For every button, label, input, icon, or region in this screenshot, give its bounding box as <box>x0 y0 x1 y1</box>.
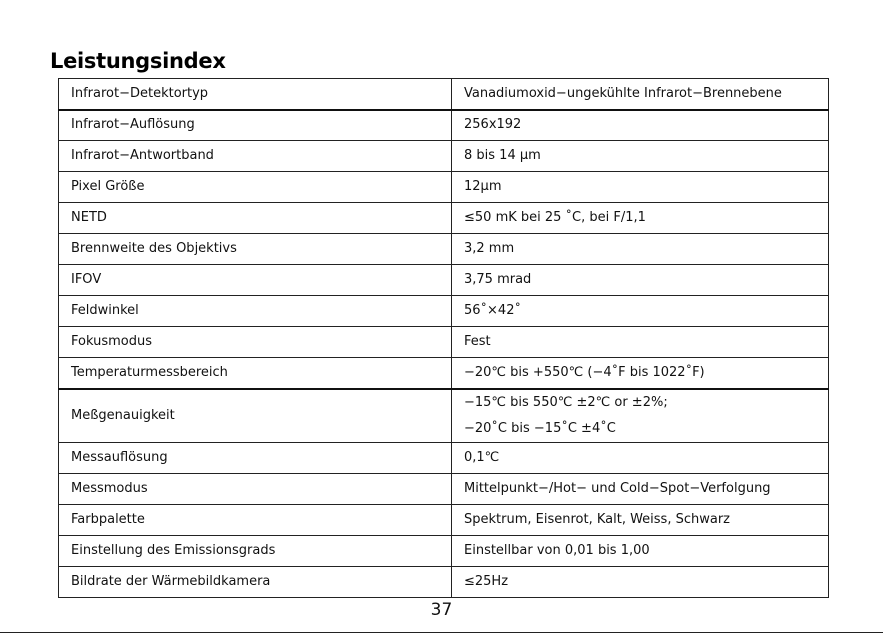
row-label: Fokusmodus <box>59 327 452 358</box>
table-row <box>59 110 829 141</box>
row-value: Mittelpunkt−/Hot− und Cold−Spot−Verfolgung <box>452 474 829 505</box>
page-title: Leistungsindex <box>50 49 226 73</box>
table-row <box>59 505 829 536</box>
row-label: Bildrate der Wärmebildkamera <box>59 567 452 598</box>
row-value: Einstellbar von 0,01 bis 1,00 <box>452 536 829 567</box>
table-row <box>59 443 829 474</box>
table-row <box>59 474 829 505</box>
row-label: Einstellung des Emissionsgrads <box>59 536 452 567</box>
table-row <box>59 327 829 358</box>
table-row <box>59 296 829 327</box>
row-value: 56˚×42˚ <box>452 296 829 327</box>
table-row <box>59 79 829 110</box>
row-value: −20℃ bis +550℃ (−4˚F bis 1022˚F) <box>452 358 829 389</box>
row-label: Infrarot−Antwortband <box>59 141 452 172</box>
row-value: 8 bis 14 μm <box>452 141 829 172</box>
table-row <box>59 141 829 172</box>
row-label: Messmodus <box>59 474 452 505</box>
table-row <box>59 536 829 567</box>
table-row <box>59 358 829 389</box>
table-row <box>59 389 829 443</box>
row-value: 256x192 <box>452 110 829 141</box>
row-value-line-1: −15℃ bis 550℃ ±2℃ or ±2%; <box>464 394 668 410</box>
row-value: Fest <box>452 327 829 358</box>
row-value-line-2: −20˚C bis −15˚C ±4˚C <box>464 420 616 436</box>
page-number: 37 <box>430 600 453 620</box>
row-label: Messauflösung <box>59 443 452 474</box>
row-value: 0,1℃ <box>452 443 829 474</box>
row-label: Meßgenauigkeit <box>59 389 452 443</box>
row-label: IFOV <box>59 265 452 296</box>
table-row <box>59 172 829 203</box>
row-value: ≤50 mK bei 25 ˚C, bei F/1,1 <box>452 203 829 234</box>
row-label: Pixel Größe <box>59 172 452 203</box>
row-value <box>452 389 829 443</box>
table-row <box>59 567 829 598</box>
spec-table <box>58 78 829 598</box>
row-label: Infrarot−Auflösung <box>59 110 452 141</box>
row-label: Brennweite des Objektivs <box>59 234 452 265</box>
row-value: Vanadiumoxid−ungekühlte Infrarot−Brennebene <box>452 79 829 110</box>
table-row <box>59 265 829 296</box>
table-row <box>59 234 829 265</box>
row-value: ≤25Hz <box>452 567 829 598</box>
table-row <box>59 203 829 234</box>
row-label: Infrarot−Detektortyp <box>59 79 452 110</box>
row-label: Temperaturmessbereich <box>59 358 452 389</box>
row-value: 3,75 mrad <box>452 265 829 296</box>
row-label: Farbpalette <box>59 505 452 536</box>
bottom-divider <box>0 632 883 633</box>
row-value: 12μm <box>452 172 829 203</box>
row-label: Feldwinkel <box>59 296 452 327</box>
row-value: 3,2 mm <box>452 234 829 265</box>
row-value: Spektrum, Eisenrot, Kalt, Weiss, Schwarz <box>452 505 829 536</box>
row-label: NETD <box>59 203 452 234</box>
